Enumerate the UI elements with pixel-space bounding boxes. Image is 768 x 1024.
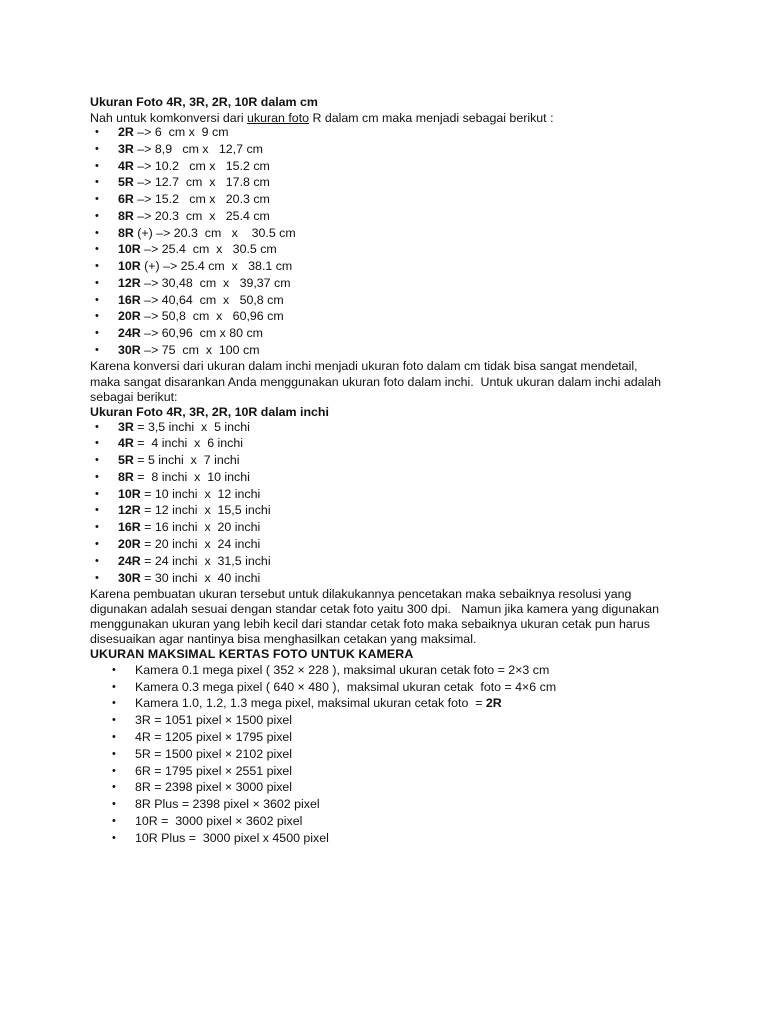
- list-item-cm: [95, 292, 284, 308]
- bullet-icon: •: [95, 243, 99, 255]
- camera-text: 3R = 1051 pixel × 1500 pixel: [135, 713, 293, 727]
- list-item-cm: [95, 325, 263, 341]
- bullet-icon: •: [95, 143, 99, 155]
- size-text: = 24 inchi x 31,5 inchi: [140, 554, 271, 568]
- list-item-inch: [95, 570, 261, 586]
- size-label: 4R: [118, 159, 134, 173]
- paragraph-line: digunakan adalah sesuai dengan standar cetak foto yaitu 300 dpi. Namun jika kamera yang digunakan: [90, 602, 659, 616]
- list-item-inch: [95, 435, 244, 451]
- bullet-icon: •: [112, 681, 116, 693]
- bullet-icon: •: [95, 310, 99, 322]
- list-item-cm: [95, 208, 270, 224]
- size-text: = 3,5 inchi x 5 inchi: [133, 420, 250, 434]
- list-item-cm: [95, 308, 284, 324]
- list-item-cm: [95, 225, 296, 241]
- bullet-icon: •: [95, 193, 99, 205]
- list-item-camera: [112, 779, 293, 795]
- bullet-icon: •: [112, 731, 116, 743]
- size-text: (+) –> 25.4 cm x 38.1 cm: [140, 259, 293, 273]
- bullet-icon: •: [112, 697, 116, 709]
- intro-text-before: Nah untuk komkonversi dari: [90, 111, 248, 125]
- size-text: = 20 inchi x 24 inchi: [140, 537, 261, 551]
- list-item-cm: [95, 191, 270, 207]
- heading-cm: Ukuran Foto 4R, 3R, 2R, 10R dalam cm: [90, 95, 318, 109]
- bullet-icon: •: [95, 437, 99, 449]
- size-label: 8R: [118, 470, 134, 484]
- bullet-icon: •: [95, 555, 99, 567]
- size-label: 8R: [118, 209, 134, 223]
- size-text: –> 6 cm x 9 cm: [133, 125, 229, 139]
- list-item-cm: [95, 275, 291, 291]
- paragraph-line: Karena konversi dari ukuran dalam inchi menjadi ukuran foto dalam cm tidak bisa sangat mendetail,: [90, 359, 638, 373]
- bullet-icon: •: [95, 572, 99, 584]
- size-label: 5R: [118, 175, 134, 189]
- size-text: = 30 inchi x 40 inchi: [140, 571, 261, 585]
- size-label: 3R: [118, 420, 134, 434]
- camera-text: 10R Plus = 3000 pixel x 4500 pixel: [135, 831, 329, 845]
- size-text: = 12 inchi x 15,5 inchi: [140, 503, 271, 517]
- bullet-icon: •: [112, 748, 116, 760]
- bullet-icon: •: [112, 664, 116, 676]
- list-item-inch: [95, 419, 250, 435]
- bullet-icon: •: [95, 344, 99, 356]
- size-label: 10R: [118, 259, 141, 273]
- list-item-inch: [95, 452, 240, 468]
- camera-text: Kamera 0.3 mega pixel ( 640 × 480 ), maksimal ukuran cetak foto = 4×6 cm: [135, 680, 557, 694]
- size-label: 16R: [118, 520, 141, 534]
- list-item-cm: [95, 174, 270, 190]
- bullet-icon: •: [95, 260, 99, 272]
- list-item-inch: [95, 553, 271, 569]
- camera-text: Kamera 0.1 mega pixel ( 352 × 228 ), maksimal ukuran cetak foto = 2×3 cm: [135, 663, 550, 677]
- paragraph-line: maka sangat disarankan Anda menggunakan ukuran foto dalam inchi. Untuk ukuran dalam inchi adalah: [90, 375, 662, 389]
- heading-inch: Ukuran Foto 4R, 3R, 2R, 10R dalam inchi: [90, 405, 329, 419]
- camera-text: 4R = 1205 pixel × 1795 pixel: [135, 730, 293, 744]
- size-label: 12R: [118, 276, 141, 290]
- size-label: 16R: [118, 293, 141, 307]
- bullet-icon: •: [95, 327, 99, 339]
- list-item-inch: [95, 536, 261, 552]
- list-item-camera: [112, 746, 293, 762]
- size-label: 4R: [118, 436, 134, 450]
- bullet-icon: •: [112, 781, 116, 793]
- list-item-camera: [112, 796, 320, 812]
- list-item-camera: [112, 695, 502, 711]
- list-item-cm: [95, 342, 260, 358]
- list-item-camera: [112, 729, 293, 745]
- list-item-inch: [95, 519, 261, 535]
- list-item-cm: [95, 124, 229, 140]
- bullet-icon: •: [95, 126, 99, 138]
- bullet-icon: •: [95, 538, 99, 550]
- size-label: 12R: [118, 503, 141, 517]
- bullet-icon: •: [112, 798, 116, 810]
- bullet-icon: •: [95, 488, 99, 500]
- list-item-camera: [112, 679, 557, 695]
- camera-text: 10R = 3000 pixel × 3602 pixel: [135, 814, 303, 828]
- size-label: 10R: [118, 242, 141, 256]
- paragraph-line: menggunakan ukuran yang lebih kecil dari standar cetak foto maka sebaiknya ukuran cetak pun harus: [90, 617, 650, 631]
- heading-camera: UKURAN MAKSIMAL KERTAS FOTO UNTUK KAMERA: [90, 647, 414, 661]
- bullet-icon: •: [112, 832, 116, 844]
- size-label: 30R: [118, 571, 141, 585]
- size-text: –> 12.7 cm x 17.8 cm: [133, 175, 270, 189]
- size-label: 10R: [118, 487, 141, 501]
- bullet-icon: •: [95, 227, 99, 239]
- size-text: = 10 inchi x 12 inchi: [140, 487, 261, 501]
- bullet-icon: •: [95, 160, 99, 172]
- bullet-icon: •: [95, 521, 99, 533]
- list-item-cm: [95, 241, 277, 257]
- size-text: –> 20.3 cm x 25.4 cm: [133, 209, 270, 223]
- bullet-icon: •: [95, 210, 99, 222]
- list-item-cm: [95, 141, 263, 157]
- list-item-inch: [95, 486, 261, 502]
- size-label: 8R: [118, 226, 134, 240]
- size-text: –> 60,96 cm x 80 cm: [140, 326, 263, 340]
- list-item-cm: [95, 258, 293, 274]
- size-text: –> 10.2 cm x 15.2 cm: [133, 159, 270, 173]
- bullet-icon: •: [95, 421, 99, 433]
- list-item-inch: [95, 469, 250, 485]
- list-item-camera: [112, 662, 550, 678]
- camera-bold: 2R: [485, 696, 502, 710]
- size-label: 2R: [118, 125, 134, 139]
- camera-text: 8R = 2398 pixel × 3000 pixel: [135, 780, 293, 794]
- size-text: –> 40,64 cm x 50,8 cm: [140, 293, 284, 307]
- bullet-icon: •: [95, 294, 99, 306]
- size-text: –> 15.2 cm x 20.3 cm: [133, 192, 270, 206]
- size-label: 24R: [118, 326, 141, 340]
- size-text: = 4 inchi x 6 inchi: [133, 436, 244, 450]
- bullet-icon: •: [95, 471, 99, 483]
- size-text: –> 50,8 cm x 60,96 cm: [140, 309, 284, 323]
- size-label: 20R: [118, 309, 141, 323]
- intro-text-after: R dalam cm maka menjadi sebagai berikut :: [309, 111, 554, 125]
- camera-text: Kamera 1.0, 1.2, 1.3 mega pixel, maksimal ukuran cetak foto =: [135, 696, 486, 710]
- size-text: –> 8,9 cm x 12,7 cm: [133, 142, 263, 156]
- size-text: = 5 inchi x 7 inchi: [133, 453, 240, 467]
- list-item-cm: [95, 158, 270, 174]
- list-item-camera: [112, 830, 329, 846]
- size-text: –> 30,48 cm x 39,37 cm: [140, 276, 291, 290]
- camera-text: 8R Plus = 2398 pixel × 3602 pixel: [135, 797, 320, 811]
- bullet-icon: •: [95, 454, 99, 466]
- size-text: = 16 inchi x 20 inchi: [140, 520, 261, 534]
- size-label: 30R: [118, 343, 141, 357]
- intro-link[interactable]: ukuran foto: [247, 111, 310, 125]
- bullet-icon: •: [95, 504, 99, 516]
- size-text: –> 75 cm x 100 cm: [140, 343, 260, 357]
- size-text: (+) –> 20.3 cm x 30.5 cm: [133, 226, 296, 240]
- size-label: 6R: [118, 192, 134, 206]
- list-item-camera: [112, 763, 293, 779]
- size-label: 5R: [118, 453, 134, 467]
- bullet-icon: •: [95, 277, 99, 289]
- size-text: = 8 inchi x 10 inchi: [133, 470, 250, 484]
- paragraph-line: Karena pembuatan ukuran tersebut untuk dilakukannya pencetakan maka sebaiknya resolusi yang: [90, 587, 632, 601]
- list-item-camera: [112, 712, 293, 728]
- camera-text: 5R = 1500 pixel × 2102 pixel: [135, 747, 293, 761]
- size-label: 20R: [118, 537, 141, 551]
- paragraph-line: disesuaikan agar nantinya bisa menghasilkan cetakan yang maksimal.: [90, 632, 477, 646]
- paragraph-line: sebagai berikut:: [90, 390, 178, 404]
- list-item-inch: [95, 502, 271, 518]
- list-item-camera: [112, 813, 303, 829]
- camera-text: 6R = 1795 pixel × 2551 pixel: [135, 764, 293, 778]
- bullet-icon: •: [112, 815, 116, 827]
- bullet-icon: •: [95, 176, 99, 188]
- bullet-icon: •: [112, 714, 116, 726]
- size-label: 24R: [118, 554, 141, 568]
- size-label: 3R: [118, 142, 134, 156]
- size-text: –> 25.4 cm x 30.5 cm: [140, 242, 277, 256]
- bullet-icon: •: [112, 765, 116, 777]
